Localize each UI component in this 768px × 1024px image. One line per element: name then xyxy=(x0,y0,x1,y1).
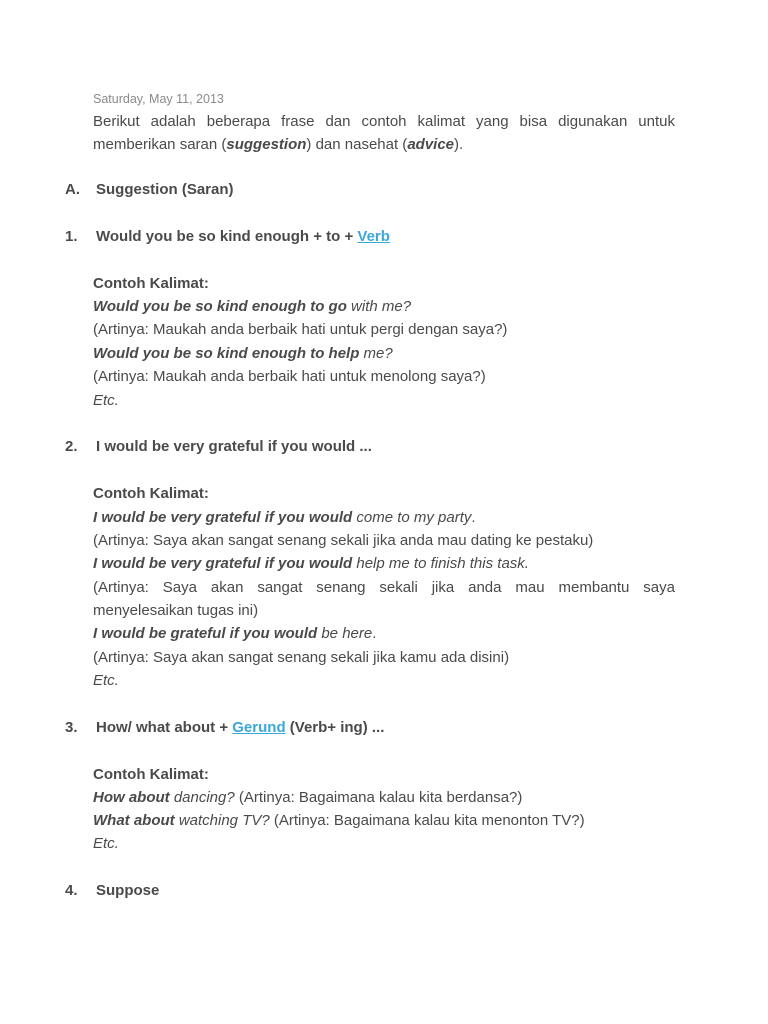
intro-text: Berikut adalah beberapa frase dan contoh kalimat yang bisa digunakan untuk memberikan saran ( xyxy=(93,113,675,154)
etc-text: Etc. xyxy=(93,392,119,409)
intro-text: ) dan nasehat ( xyxy=(306,136,408,154)
intro-text: ). xyxy=(454,136,464,154)
example-rest: help me to finish this task. xyxy=(352,555,529,572)
example-phrase: I would be very grateful if you would xyxy=(93,509,353,526)
example-phrase: I would be grateful if you would xyxy=(93,625,318,642)
intro-advice: advice xyxy=(407,136,455,154)
example-phrase: How about xyxy=(93,789,170,806)
example-phrase: Would you be so kind enough to go xyxy=(93,298,347,315)
item-number: 1. xyxy=(65,228,78,245)
item-heading-text: Would you be so kind enough + to + xyxy=(96,228,358,245)
example-rest: with me? xyxy=(346,298,412,315)
example-end: . xyxy=(471,509,476,526)
example-phrase: Would you be so kind enough to help xyxy=(93,345,360,362)
example-sentence xyxy=(93,297,411,317)
example-sentence xyxy=(93,788,522,808)
item-heading xyxy=(96,718,384,738)
example-sentence xyxy=(93,508,476,528)
example-translation: (Artinya: Bagaimana kalau kita berdansa?) xyxy=(234,789,523,806)
gerund-link[interactable]: Gerund xyxy=(232,719,286,736)
example-rest: watching TV? xyxy=(174,812,270,829)
example-rest: be here xyxy=(317,625,373,642)
contoh-label: Contoh Kalimat: xyxy=(93,766,209,783)
example-translation: (Artinya: Saya akan sangat senang sekali jika kamu ada disini) xyxy=(93,649,510,666)
item-heading xyxy=(96,227,390,247)
example-phrase: I would be very grateful if you would xyxy=(93,555,353,572)
item-heading-text: How/ what about + xyxy=(96,719,233,736)
item-number: 3. xyxy=(65,719,78,736)
example-sentence xyxy=(93,624,376,644)
item-heading-text: (Verb+ ing) ... xyxy=(285,719,385,736)
item-heading: I would be very grateful if you would ... xyxy=(96,438,372,455)
example-phrase: What about xyxy=(93,812,175,829)
etc-text: Etc. xyxy=(93,835,119,852)
intro-suggestion: suggestion xyxy=(226,136,307,154)
contoh-label: Contoh Kalimat: xyxy=(93,485,209,502)
example-end: . xyxy=(372,625,377,642)
verb-link[interactable]: Verb xyxy=(357,228,390,245)
example-rest: come to my party xyxy=(352,509,472,526)
etc-text: Etc. xyxy=(93,672,119,689)
item-number: 2. xyxy=(65,438,78,455)
example-translation: (Artinya: Saya akan sangat senang sekali jika anda mau dating ke pestaku) xyxy=(93,532,594,549)
example-rest: me? xyxy=(359,345,393,362)
contoh-label: Contoh Kalimat: xyxy=(93,275,209,292)
item-number: 4. xyxy=(65,882,78,899)
example-translation: (Artinya: Bagaimana kalau kita menonton TV?) xyxy=(269,812,585,829)
example-sentence xyxy=(93,344,393,364)
example-sentence xyxy=(93,811,585,831)
example-rest: dancing? xyxy=(169,789,235,806)
section-title: Suggestion (Saran) xyxy=(96,181,234,198)
example-translation: (Artinya: Saya akan sangat senang sekali jika anda mau membantu saya menyelesaikan tugas ini) xyxy=(93,579,675,620)
item-heading: Suppose xyxy=(96,882,160,899)
post-date: Saturday, May 11, 2013 xyxy=(93,92,224,106)
intro-paragraph xyxy=(93,110,675,157)
example-translation: (Artinya: Maukah anda berbaik hati untuk pergi dengan saya?) xyxy=(93,321,508,338)
example-sentence xyxy=(93,554,529,574)
section-letter: A. xyxy=(65,181,80,198)
example-translation: (Artinya: Maukah anda berbaik hati untuk menolong saya?) xyxy=(93,368,486,385)
